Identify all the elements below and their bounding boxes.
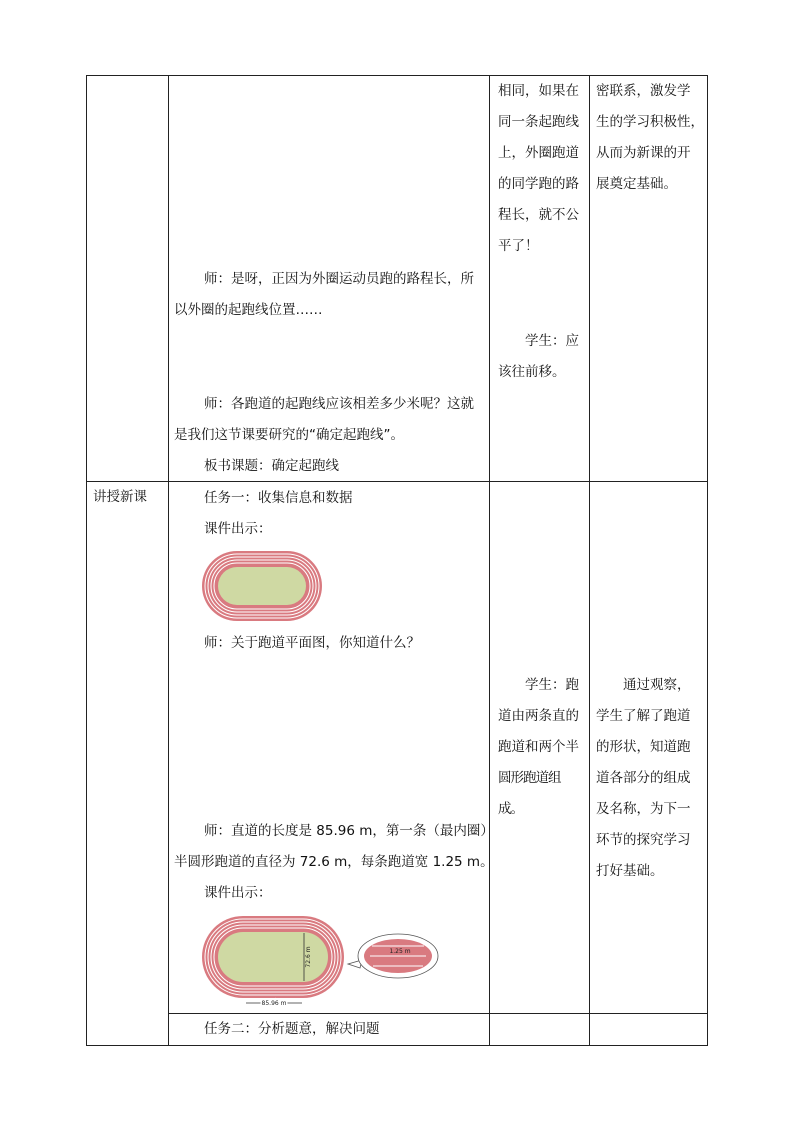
purpose-text: 通过观察， 学生了解了跑道 的形状，知道跑 道各部分的组成 及名称，为下一 环节的探究学习 打好基础。 <box>596 677 691 879</box>
lane-width-label: 1.25 m <box>389 948 411 955</box>
task-1-title: 任务一：收集信息和数据 <box>204 490 353 506</box>
task-2-title: 任务二：分析题意，解决问题 <box>204 1021 380 1037</box>
student-answer-1: 学生：应 该往前移。 <box>498 333 579 380</box>
teacher-info-a: 师：直道的长度是 85.96 m，第一条（最内圈） <box>204 823 494 839</box>
field-center <box>218 567 306 605</box>
lesson-table <box>86 75 708 1046</box>
track-diagram-simple <box>202 551 322 621</box>
teacher-line-2b: 是我们这节课要研究的“确定起跑线”。 <box>174 427 404 443</box>
student-top-text: 相同，如果在 同一条起跑线 上，外圈跑道 的同学跑的路 程长，就不公 平了！ <box>498 83 579 254</box>
student-answer-2: 学生：跑 道由两条直的 跑道和两个半 圆形跑道组成。 <box>498 677 579 817</box>
purpose-top-text: 密联系，激发学 生的学习积极性， 从而为新课的开 展奠定基础。 <box>596 83 704 192</box>
board-title: 板书课题：确定起跑线 <box>204 458 339 474</box>
teacher-line-1a: 师：是呀，正因为外圈运动员跑的路程长，所 <box>204 271 474 287</box>
teacher-line-2a: 师：各跑道的起跑线应该相差多少米呢？这就 <box>204 396 474 412</box>
teacher-question: 师：关于跑道平面图，你知道什么？ <box>204 635 420 651</box>
section-label: 讲授新课 <box>93 489 147 505</box>
straight-label: 85.96 m <box>261 1000 287 1007</box>
courseware-1-label: 课件出示： <box>204 521 272 537</box>
track-diagram-labeled <box>200 916 450 1010</box>
diameter-label: 72.6 m <box>305 946 312 968</box>
teacher-line-1b: 以外圈的起跑线位置…… <box>174 302 323 318</box>
courseware-2-label: 课件出示： <box>204 885 272 901</box>
teacher-info-b: 半圆形跑道的直径为 72.6 m，每条跑道宽 1.25 m。 <box>174 854 494 870</box>
